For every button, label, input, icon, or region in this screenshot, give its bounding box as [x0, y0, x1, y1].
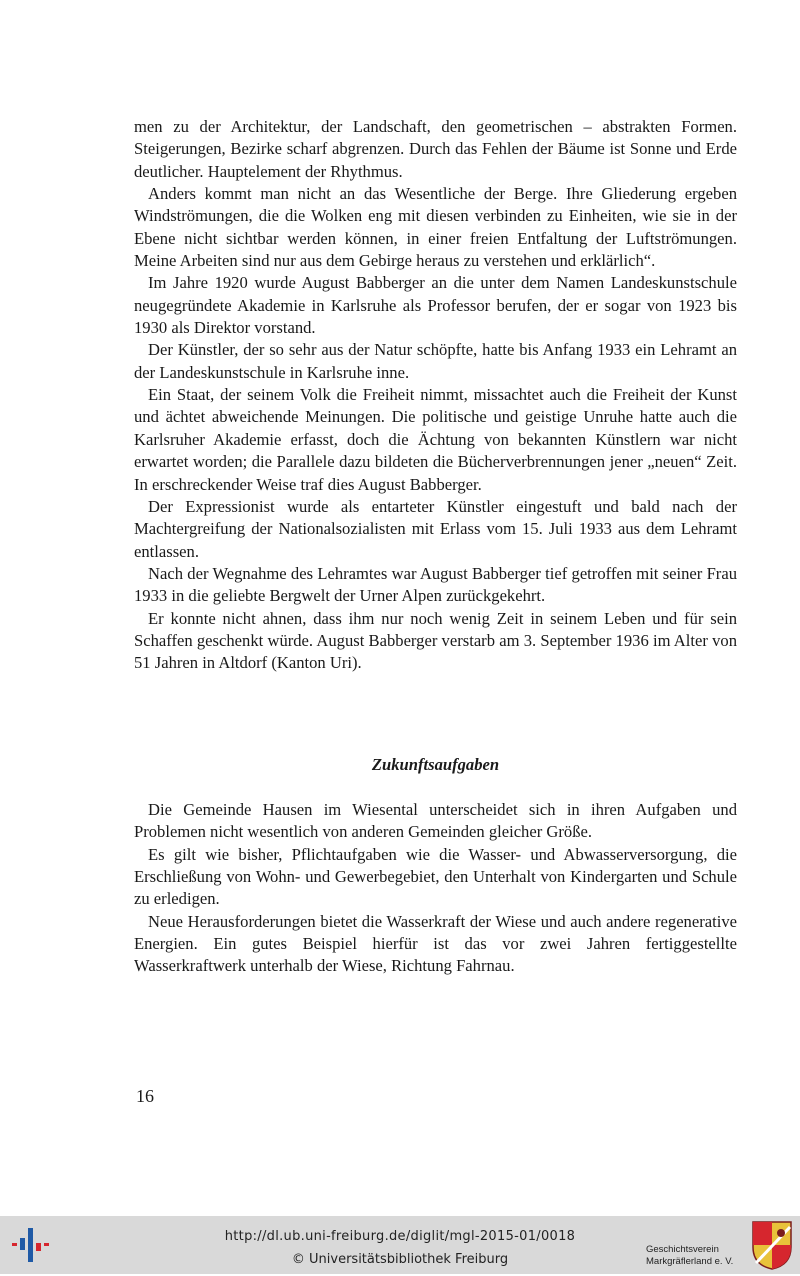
paragraph: Im Jahre 1920 wurde August Babberger an die unter dem Namen Landeskunstschule neugegründete Akademie in Karlsruhe als Professor berufen, der er sogar von 1923 bis 1930 als Direktor vorstand.: [134, 273, 737, 338]
society-line: Geschichtsverein: [646, 1244, 719, 1255]
paragraph: Es gilt wie bisher, Pflichtaufgaben wie die Wasser- und Abwasserversorgung, die Erschließung von Wohn- und Gewerbegebiet, den Unterhalt von Kindergarten und Schule zu erledigen.: [134, 844, 737, 909]
society-name: [646, 1244, 733, 1268]
paragraph: Er konnte nicht ahnen, dass ihm nur noch wenig Zeit in seinem Leben und für sein Schaffen geschenkt würde. August Babberger verstarb am 3. September 1936 im Alter von 51 Jahren in Altdorf (Kanton Uri).: [134, 608, 737, 673]
paragraph: Nach der Wegnahme des Lehramtes war August Babberger tief getroffen mit seiner Frau 1933 in die geliebte Bergwelt der Urner Alpen zurückgekehrt.: [134, 563, 737, 606]
paragraph: Der Künstler, der so sehr aus der Natur schöpfte, hatte bis Anfang 1933 ein Lehramt an der Landeskunstschule in Karlsruhe inne.: [134, 340, 737, 382]
paragraph: men zu der Architektur, der Landschaft, den geometrischen – abstrakten Formen. Steigerungen, Bezirke scharf abgrenzen. Durch das Fehlen der Bäume ist Sonne und Erde deutlicher. Hauptelement der Rhythmus.: [134, 117, 737, 181]
section-heading: Zukunftsaufgaben: [371, 755, 500, 774]
footer-bar: [0, 1216, 800, 1274]
paragraph: Anders kommt man nicht an das Wesentliche der Berge. Ihre Gliederung ergeben Windströmungen, die die Wolken eng mit diesen verbinden zu Einheiten, wie sie in der Ebene nicht sichtbar werden können, in einer freien Entfaltung der Luftströmungen. Meine Arbeiten sind nur aus dem Gebirge heraus zu verstehen und erklärlich“.: [134, 184, 737, 271]
main-text: [134, 116, 737, 675]
paragraph: Die Gemeinde Hausen im Wiesental unterscheidet sich in ihren Aufgaben und Problemen nicht wesentlich von anderen Gemeinden gleicher Größe.: [134, 800, 737, 842]
paragraph: Ein Staat, der seinem Volk die Freiheit nimmt, missachtet auch die Freiheit der Kunst und ächtet abweichende Meinungen. Die politische und geistige Unruhe hatte auch die Karlsruher Akademie erfasst, doch die Ächtung von bekannten Künstlern war nicht erwartet worden; die Parallele dazu bildeten die Bücherverbrennungen jener „neuen“ Zeit. In erschreckender Weise traf dies August Babberger.: [134, 385, 737, 494]
society-line: Markgräflerland e. V.: [646, 1256, 734, 1267]
coat-of-arms-icon: [750, 1219, 794, 1271]
page-number: 16: [136, 1086, 154, 1106]
section-text: [134, 799, 737, 978]
paragraph: Der Expressionist wurde als entarteter Künstler eingestuft und bald nach der Machtergreifung der Nationalsozialisten mit Erlass vom 15. Juli 1933 aus dem Lehramt entlassen.: [134, 496, 737, 561]
footer-url[interactable]: http://dl.ub.uni-freiburg.de/diglit/mgl-2015-01/0018: [224, 1229, 576, 1244]
footer-copyright: © Universitätsbibliothek Freiburg: [291, 1252, 509, 1267]
paragraph: Neue Herausforderungen bietet die Wasserkraft der Wiese und auch andere regenerative Energien. Ein gutes Beispiel hierfür ist das vor zwei Jahren fertiggestellte Wasserkraftwerk unterhalb der Wiese, Richtung Fahrnau.: [134, 911, 737, 976]
